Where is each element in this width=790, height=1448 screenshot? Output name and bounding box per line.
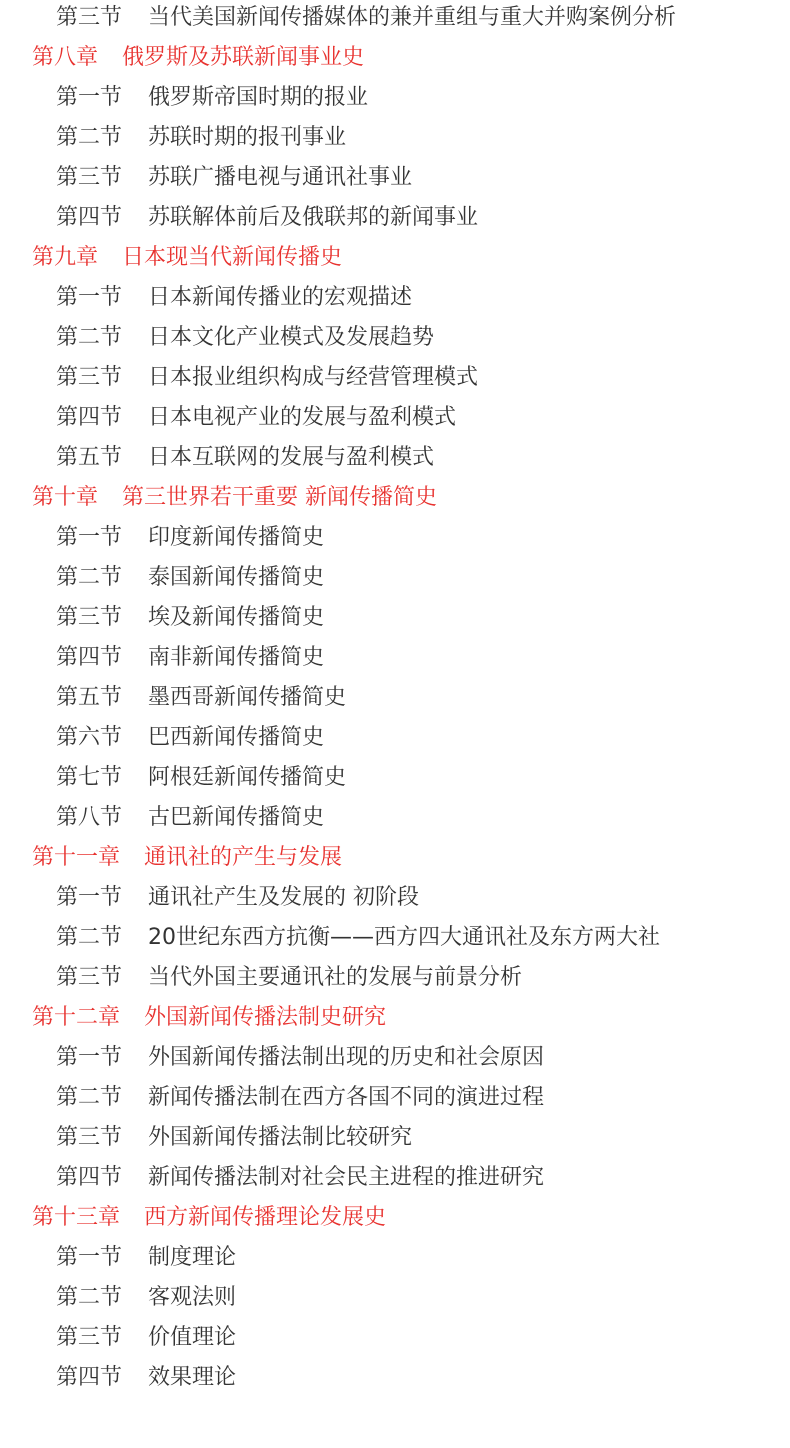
section-title: 巴西新闻传播简史 [148, 725, 325, 750]
section-entry [0, 438, 790, 478]
chapter-title: 通讯社的产生与发展 [144, 845, 343, 870]
section-title: 日本文化产业模式及发展趋势 [148, 325, 435, 350]
section-number: 第三节 [56, 965, 123, 990]
section-number: 第二节 [56, 565, 123, 590]
section-entry [0, 518, 790, 558]
section-title: 效果理论 [148, 1365, 237, 1390]
section-entry [0, 78, 790, 118]
chapter-title: 俄罗斯及苏联新闻事业史 [122, 45, 365, 70]
section-title: 泰国新闻传播简史 [148, 565, 325, 590]
section-number: 第五节 [56, 685, 123, 710]
section-title: 制度理论 [148, 1245, 237, 1270]
section-title: 价值理论 [148, 1325, 237, 1350]
section-number: 第四节 [56, 1165, 123, 1190]
section-entry [0, 758, 790, 798]
chapter-number: 第十二章 [32, 1005, 121, 1030]
section-number: 第七节 [56, 765, 123, 790]
section-number: 第六节 [56, 725, 123, 750]
section-entry [0, 918, 790, 958]
section-number: 第二节 [56, 1285, 123, 1310]
section-title: 新闻传播法制对社会民主进程的推进研究 [148, 1165, 545, 1190]
section-title: 南非新闻传播简史 [148, 645, 325, 670]
chapter-heading [0, 238, 790, 278]
chapter-number: 第十三章 [32, 1205, 121, 1230]
section-number: 第三节 [56, 165, 123, 190]
section-entry [0, 1078, 790, 1118]
section-entry [0, 798, 790, 838]
section-title: 古巴新闻传播简史 [148, 805, 325, 830]
section-title: 苏联广播电视与通讯社事业 [148, 165, 413, 190]
section-number: 第四节 [56, 1365, 123, 1390]
chapter-title: 外国新闻传播法制史研究 [144, 1005, 387, 1030]
section-number: 第一节 [56, 285, 123, 310]
section-title: 墨西哥新闻传播简史 [148, 685, 347, 710]
section-entry [0, 198, 790, 238]
section-title: 埃及新闻传播简史 [148, 605, 325, 630]
section-entry [0, 638, 790, 678]
section-entry [0, 0, 790, 38]
section-number: 第四节 [56, 405, 123, 430]
section-title: 通讯社产生及发展的 初阶段 [148, 885, 420, 910]
section-entry [0, 1318, 790, 1358]
section-number: 第二节 [56, 325, 123, 350]
section-title: 俄罗斯帝国时期的报业 [148, 85, 369, 110]
section-number: 第二节 [56, 1085, 123, 1110]
section-number: 第三节 [56, 365, 123, 390]
chapter-heading [0, 38, 790, 78]
section-number: 第四节 [56, 205, 123, 230]
section-number: 第一节 [56, 85, 123, 110]
section-title: 日本互联网的发展与盈利模式 [148, 445, 435, 470]
section-entry [0, 558, 790, 598]
section-entry [0, 118, 790, 158]
chapter-number: 第十章 [32, 485, 99, 510]
section-number: 第四节 [56, 645, 123, 670]
section-title: 苏联时期的报刊事业 [148, 125, 347, 150]
section-title: 当代美国新闻传播媒体的兼并重组与重大并购案例分析 [148, 5, 677, 30]
section-number: 第三节 [56, 1125, 123, 1150]
section-entry [0, 1358, 790, 1398]
section-title: 新闻传播法制在西方各国不同的演进过程 [148, 1085, 545, 1110]
section-entry [0, 958, 790, 998]
chapter-heading [0, 1198, 790, 1238]
section-number: 第一节 [56, 1245, 123, 1270]
chapter-number: 第十一章 [32, 845, 121, 870]
section-number: 第三节 [56, 605, 123, 630]
section-entry [0, 158, 790, 198]
section-entry [0, 598, 790, 638]
section-entry [0, 1038, 790, 1078]
chapter-heading [0, 478, 790, 518]
section-number: 第二节 [56, 925, 123, 950]
chapter-heading [0, 838, 790, 878]
section-title: 日本报业组织构成与经营管理模式 [148, 365, 479, 390]
section-title: 印度新闻传播简史 [148, 525, 325, 550]
section-entry [0, 278, 790, 318]
section-title: 客观法则 [148, 1285, 237, 1310]
section-entry [0, 878, 790, 918]
section-entry [0, 318, 790, 358]
section-title: 日本新闻传播业的宏观描述 [148, 285, 413, 310]
section-entry [0, 1278, 790, 1318]
section-number: 第一节 [56, 525, 123, 550]
section-number: 第八节 [56, 805, 123, 830]
section-entry [0, 1118, 790, 1158]
section-title: 外国新闻传播法制比较研究 [148, 1125, 413, 1150]
chapter-title: 第三世界若干重要 新闻传播简史 [122, 485, 438, 510]
section-number: 第五节 [56, 445, 123, 470]
section-title: 日本电视产业的发展与盈利模式 [148, 405, 457, 430]
section-number: 第三节 [56, 5, 123, 30]
chapter-heading [0, 998, 790, 1038]
chapter-number: 第九章 [32, 245, 99, 270]
section-number: 第一节 [56, 885, 123, 910]
section-title: 20世纪东西方抗衡——西方四大通讯社及东方两大社 [148, 925, 661, 950]
chapter-number: 第八章 [32, 45, 99, 70]
chapter-title: 西方新闻传播理论发展史 [144, 1205, 387, 1230]
section-entry [0, 1238, 790, 1278]
section-number: 第一节 [56, 1045, 123, 1070]
section-entry [0, 678, 790, 718]
section-title: 外国新闻传播法制出现的历史和社会原因 [148, 1045, 545, 1070]
section-number: 第三节 [56, 1325, 123, 1350]
section-number: 第二节 [56, 125, 123, 150]
chapter-title: 日本现当代新闻传播史 [122, 245, 343, 270]
section-entry [0, 1158, 790, 1198]
section-title: 当代外国主要通讯社的发展与前景分析 [148, 965, 523, 990]
section-title: 阿根廷新闻传播简史 [148, 765, 347, 790]
section-entry [0, 718, 790, 758]
section-entry [0, 358, 790, 398]
section-title: 苏联解体前后及俄联邦的新闻事业 [148, 205, 479, 230]
section-entry [0, 398, 790, 438]
